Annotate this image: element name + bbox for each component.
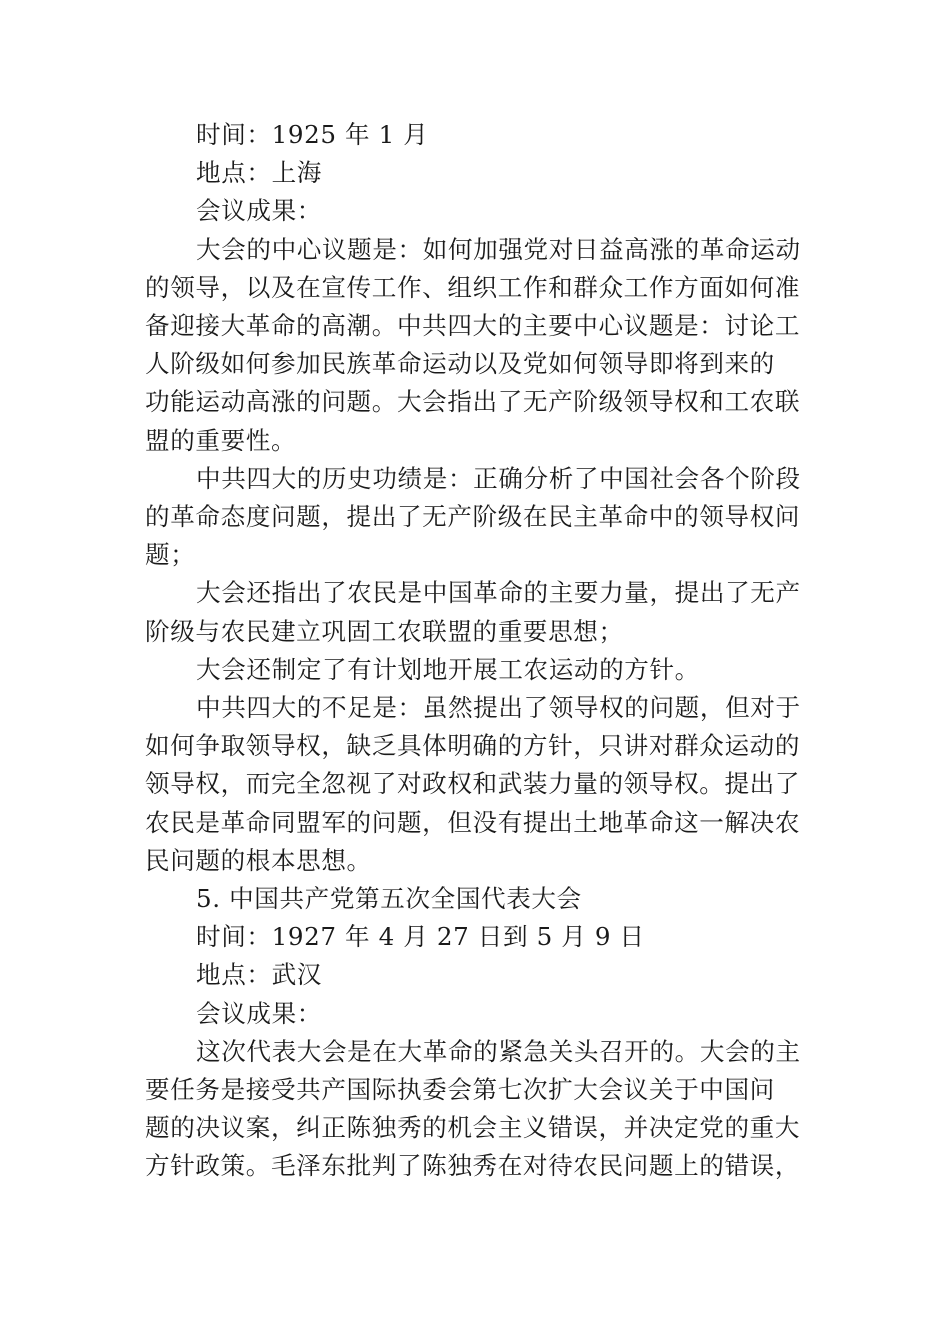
text-line: 大会还指出了农民是中国革命的主要力量，提出了无产 <box>196 578 801 608</box>
meeting-time: 时间：1927 年 4 月 27 日到 5 月 9 日 <box>196 922 645 952</box>
meeting-place: 地点：武汉 <box>196 960 322 990</box>
text-line: 领导权，而完全忽视了对政权和武装力量的领导权。提出了 <box>145 769 801 799</box>
text-line: 的领导，以及在宣传工作、组织工作和群众工作方面如何准 <box>145 272 801 302</box>
text-line: 中共四大的不足是：虽然提出了领导权的问题，但对于 <box>196 693 801 723</box>
text-line: 这次代表大会是在大革命的紧急关头召开的。大会的主 <box>196 1036 801 1066</box>
text-line: 方针政策。毛泽东批判了陈独秀在对待农民问题上的错误， <box>145 1151 801 1181</box>
meeting-place: 地点：上海 <box>196 158 322 188</box>
text-line: 农民是革命同盟军的问题，但没有提出土地革命这一解决农 <box>145 807 801 837</box>
text-line: 题的决议案，纠正陈独秀的机会主义错误，并决定党的重大 <box>145 1113 801 1143</box>
meeting-results-label: 会议成果： <box>196 196 322 226</box>
text-line: 题； <box>145 540 196 570</box>
section-heading: 5. 中国共产党第五次全国代表大会 <box>196 884 582 914</box>
text-line: 盟的重要性。 <box>145 425 297 455</box>
text-line: 要任务是接受共产国际执委会第七次扩大会议关于中国问 <box>145 1075 775 1105</box>
document-page <box>145 116 807 1186</box>
text-line: 阶级与农民建立巩固工农联盟的重要思想； <box>145 616 624 646</box>
text-line: 大会的中心议题是：如何加强党对日益高涨的革命运动 <box>196 234 801 264</box>
meeting-time: 时间：1925 年 1 月 <box>196 120 429 149</box>
text-line: 大会还制定了有计划地开展工农运动的方针。 <box>196 654 700 684</box>
text-line: 中共四大的历史功绩是：正确分析了中国社会各个阶段 <box>196 463 801 493</box>
text-line: 备迎接大革命的高潮。中共四大的主要中心议题是：讨论工 <box>145 311 801 341</box>
text-line: 人阶级如何参加民族革命运动以及党如何领导即将到来的 <box>145 349 775 379</box>
text-line: 的革命态度问题，提出了无产阶级在民主革命中的领导权问 <box>145 502 801 532</box>
text-line: 如何争取领导权，缺乏具体明确的方针，只讲对群众运动的 <box>145 731 801 761</box>
meeting-results-label: 会议成果： <box>196 998 322 1028</box>
text-line: 民问题的根本思想。 <box>145 845 372 875</box>
text-line: 功能运动高涨的问题。大会指出了无产阶级领导权和工农联 <box>145 387 801 417</box>
